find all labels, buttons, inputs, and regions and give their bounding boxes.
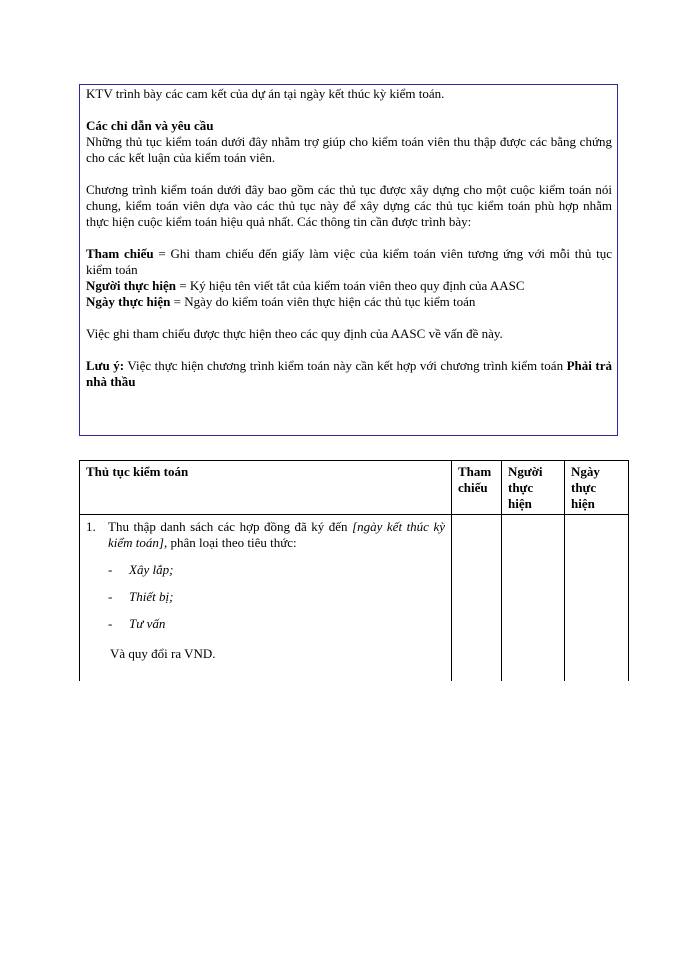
header-performer: Người thực hiện (502, 461, 565, 515)
paragraph-purpose: Những thủ tục kiểm toán dưới đây nhằm trợ giúp cho kiểm toán viên thu thập được các bằng chứng cho các kết luận của kiểm toán viên. (86, 134, 612, 165)
definition-date: Ngày thực hiện = Ngày do kiểm toán viên thực hiện các thủ tục kiểm toán (86, 294, 476, 309)
sub-item: - Thiết bị; (108, 589, 174, 604)
paragraph-reference-rules: Việc ghi tham chiếu được thực hiện theo các quy định của AASC về vấn đề này. (86, 326, 503, 341)
definition-reference: Tham chiếu = Ghi tham chiếu đến giấy làm việc của kiểm toán viên tương ứng với mỗi thủ tục kiểm toán (86, 246, 612, 277)
header-reference: Tham chiếu (452, 461, 502, 515)
table-header-row (80, 461, 629, 515)
performer-cell (502, 515, 565, 682)
intro-text: KTV trình bày các cam kết của dự án tại ngày kết thúc kỳ kiểm toán. (86, 86, 445, 101)
procedure-cell (80, 515, 452, 682)
item-tail-text: Và quy đổi ra VND. (110, 646, 216, 661)
procedure-item-1 (86, 519, 445, 551)
table-row (80, 515, 629, 682)
item-number: 1. (86, 519, 96, 534)
note-paragraph: Lưu ý: Việc thực hiện chương trình kiểm toán này cần kết hợp với chương trình kiểm toán Phải trả nhà thầu (86, 358, 612, 389)
header-date: Ngày thực hiện (565, 461, 629, 515)
audit-procedure-table (79, 460, 629, 681)
item-text: Thu thập danh sách các hợp đồng đã ký đến [ngày kết thúc kỳ kiểm toán], phân loại theo tiêu thức: (108, 519, 446, 550)
sub-item: - Xây lắp; (108, 562, 174, 577)
instructions-box (79, 84, 618, 436)
sub-item: - Tư vấn (108, 616, 166, 631)
header-procedure: Thủ tục kiểm toán (80, 461, 452, 515)
instructions-heading: Các chỉ dẫn và yêu cầu (86, 118, 214, 133)
paragraph-program: Chương trình kiểm toán dưới đây bao gồm các thủ tục được xây dựng cho một cuộc kiểm toán nói chung, kiểm toán viên dựa vào các thủ tục này để xây dựng các thủ tục kiểm toán phù hợp nhằm thực hiện cuộc kiểm toán hiệu quả nhất. Các thông tin cần được trình bày: (86, 182, 612, 229)
definition-performer: Người thực hiện = Ký hiệu tên viết tắt của kiểm toán viên theo quy định của AASC (86, 278, 525, 293)
date-cell (565, 515, 629, 682)
reference-cell (452, 515, 502, 682)
